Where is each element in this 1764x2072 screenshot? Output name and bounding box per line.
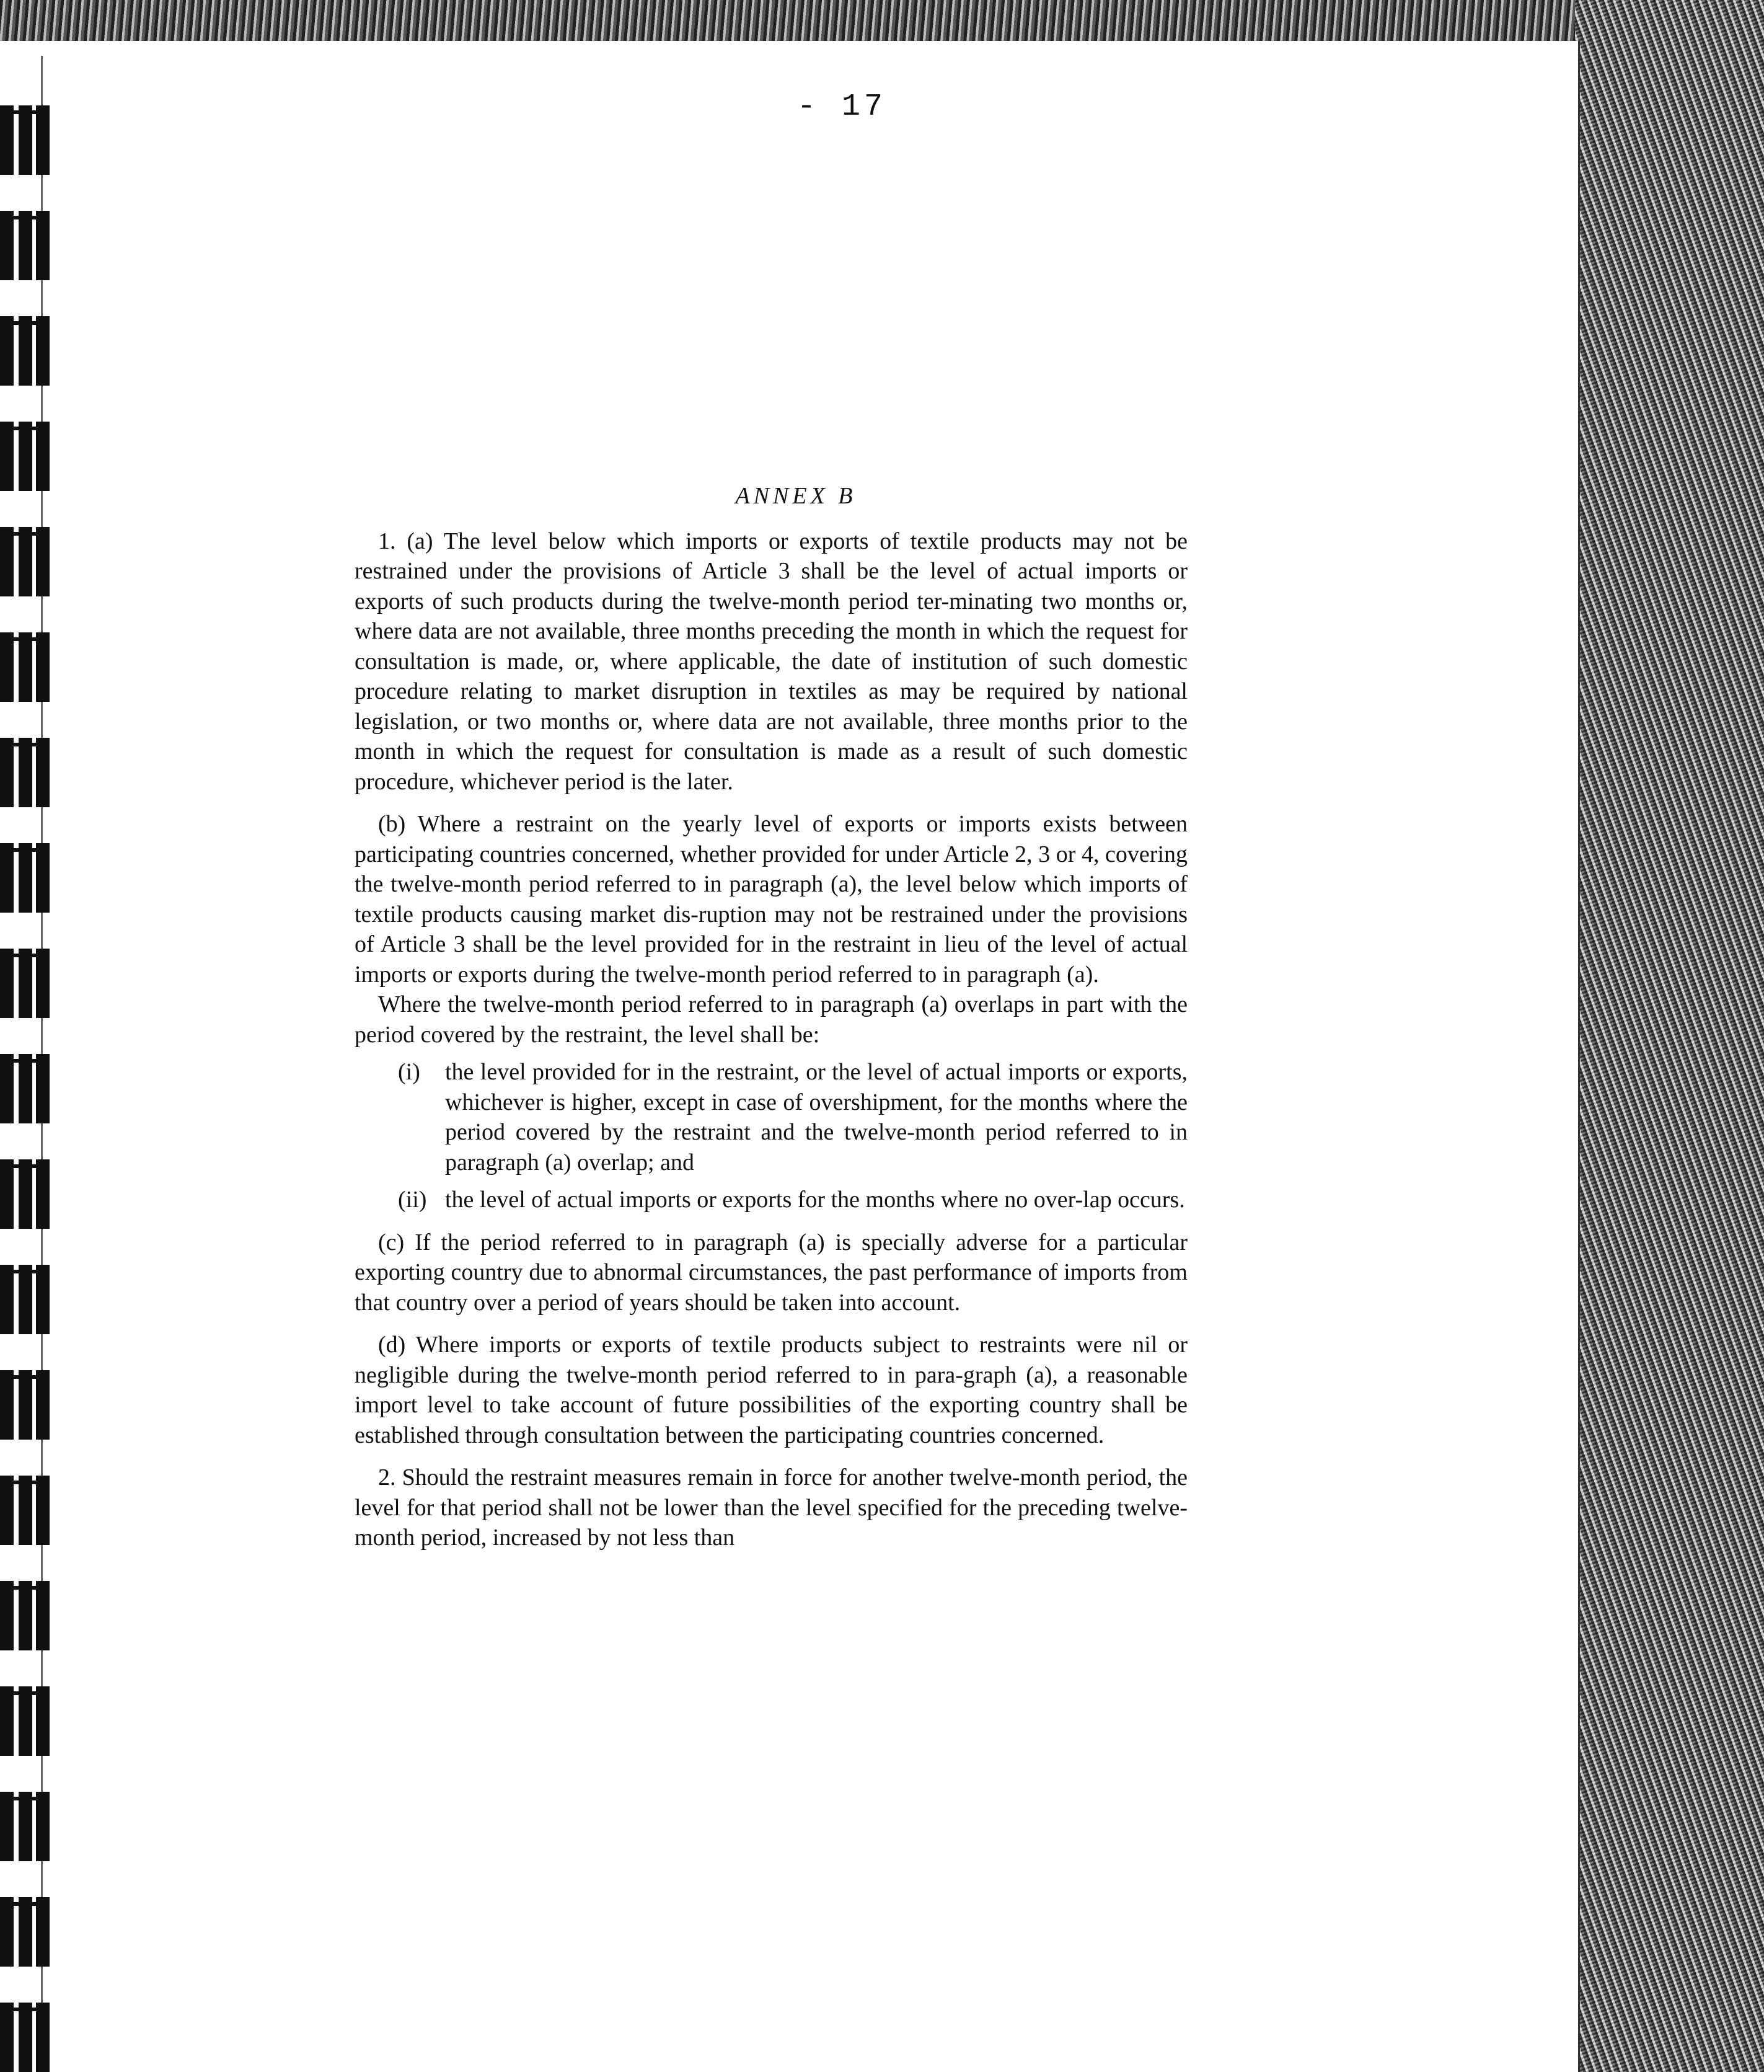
page-number: - 17 (796, 89, 887, 125)
binding-coil (0, 1054, 55, 1123)
binding-coil (0, 422, 55, 491)
document-page (0, 41, 1578, 2072)
binding-coil (0, 632, 55, 702)
annex-body (355, 481, 1188, 1553)
binding-coil (0, 316, 55, 386)
paragraph-1b-continued: Where the twelve-month period referred to in paragraph (a) overlaps in part with the period covered by the restraint, the level shall be: (355, 991, 1188, 1048)
list-item-ii (398, 1185, 1188, 1215)
paragraph-1c: (c) If the period referred to in paragraph (a) is specially adverse for a particular exporting country due to abnormal circumstances, the past performance of imports from that country over a period of years should be taken into account. (355, 1229, 1188, 1316)
binding-coil (0, 527, 55, 596)
list-item-i (398, 1057, 1188, 1177)
scan-right-edge (1575, 0, 1764, 2072)
annex-title: ANNEX B (735, 483, 857, 509)
list-item-text: the level provided for in the restraint, or the level of actual imports or exports, whichever is higher, except in case of overshipment, for the months where the period covered by the restraint and the twelve-month period referred to in paragraph (a) overlap; and (445, 1059, 1188, 1175)
binding-coil (0, 211, 55, 280)
binding-coil (0, 738, 55, 807)
binding-coil (0, 1159, 55, 1229)
list-item-number: (i) (398, 1059, 420, 1085)
binding-coil (0, 2003, 55, 2072)
paragraph-1a: 1. (a) The level below which imports or exports of textile products may not be restrained under the provisions of Article 3 shall be the level of actual imports or exports of such products during the twelve-month period ter-minating two months or, where data are not available, three months preceding the month in which the request for consultation is made, or, where applicable, the date of institution of such domestic procedure relating to market disruption in textiles as may be required by national legislation, or two months or, where data are not available, three months prior to the month in which the request for consultation is made as a result of such domestic procedure, whichever period is the later. (355, 528, 1188, 795)
binding-coil (0, 949, 55, 1018)
binding-coil (0, 1476, 55, 1545)
binding-coil (0, 1792, 55, 1861)
binding-coil (0, 1370, 55, 1440)
list-item-number: (ii) (398, 1187, 427, 1213)
list-item-text: the level of actual imports or exports for the months where no over-lap occurs. (445, 1187, 1185, 1213)
binding-coil (0, 1265, 55, 1334)
paragraph-1d: (d) Where imports or exports of textile products subject to restraints were nil or negligible during the twelve-month period referred to in para-graph (a), a reasonable import level to take account of future possibilities of the exporting country shall be established through consultation between the participating countries concerned. (355, 1332, 1188, 1448)
binding-coil (0, 843, 55, 913)
paragraph-1b: (b) Where a restraint on the yearly level of exports or imports exists between participating countries concerned, whether provided for under Article 2, 3 or 4, covering the twelve-month period referred to in paragraph (a), the level below which imports of textile products causing market dis-ruption may not be restrained under the provisions of Article 3 shall be the level provided for in the restraint in lieu of the level of actual imports or exports during the twelve-month period referred to in paragraph (a). (355, 811, 1188, 988)
paragraph-2: 2. Should the restraint measures remain in force for another twelve-month period, the level for that period shall not be lower than the level specified for the preceding twelve-month period, increased by not less than (355, 1464, 1188, 1551)
binding-coil (0, 1897, 55, 1967)
spiral-binding (0, 56, 57, 2072)
binding-coil (0, 105, 55, 175)
binding-coil (0, 1686, 55, 1756)
binding-coil (0, 1581, 55, 1650)
scan-top-edge (0, 0, 1764, 41)
